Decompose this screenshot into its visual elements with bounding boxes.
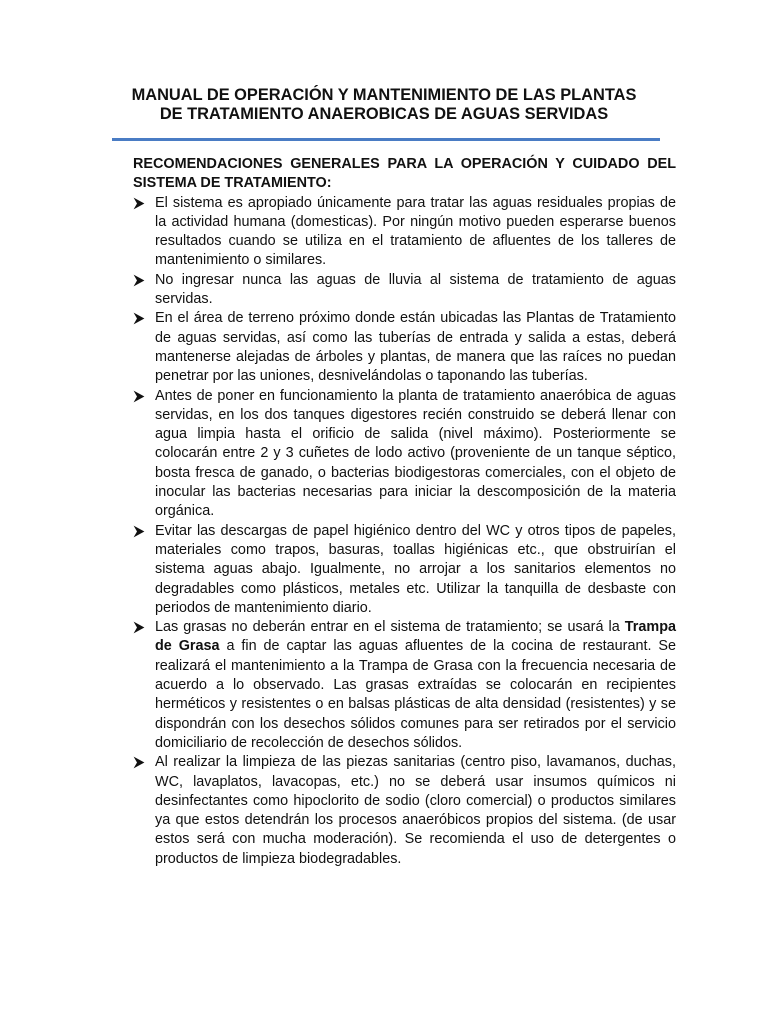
list-item-text-after: a fin de captar las aguas afluentes de la cocina de restaurant. Se realizará el mantenimiento a la Trampa de Grasa con la frecuencia necesaria de acuerdo a lo observado. Las grasas extraídas se colocarán en recipientes herméticos y resistentes o en balsas plásticas de alta densidad (resistentes) y se dispondrán con los desechos sólidos comunes para ser retirados por el servicio domiciliario de recolección de desechos sólidos. — [155, 638, 676, 751]
arrowhead-bullet-icon — [133, 621, 145, 634]
list-item-text: Al realizar la limpieza de las piezas sanitarias (centro piso, lavamanos, duchas, WC, lavaplatos, lavacopas, etc.) no se deberá usar insumos químicos ni desinfectantes como hipoclorito de sodio (cloro comercial) o productos similares ya que estos detendrán los procesos anaeróbicos propios del sistema. (de usar estos será con mucha moderación). Se recomienda el uso de detergentes o productos de limpieza biodegradables. — [155, 754, 676, 867]
recommendations-list — [133, 194, 676, 869]
title-line-2: DE TRATAMIENTO ANAEROBICAS DE AGUAS SERVIDAS — [159, 105, 609, 123]
list-item-text: En el área de terreno próximo donde están ubicadas las Plantas de Tratamiento de aguas servidas, así como las tuberías de entrada y salida a estas, deberá mantenerse alejadas de árboles y plantas, de manera que las raíces no puedan penetrar por las uniones, desnivelándolas o taponando las tuberías. — [155, 310, 676, 385]
arrowhead-bullet-icon — [133, 197, 145, 210]
arrowhead-bullet-icon — [133, 274, 145, 287]
list-item — [133, 271, 676, 310]
trampa-de-grasa-bold: Trampa de Grasa — [155, 619, 676, 655]
arrowhead-bullet-icon — [133, 756, 145, 769]
list-item-text-before: Las grasas no deberán entrar en el sistema de tratamiento; se usará la — [155, 619, 625, 636]
list-item — [133, 618, 676, 753]
arrowhead-bullet-icon — [133, 312, 145, 325]
title-line-1: MANUAL DE OPERACIÓN Y MANTENIMIENTO DE LAS PLANTAS — [131, 86, 637, 104]
document-title — [80, 86, 688, 124]
list-item — [133, 522, 676, 618]
title-underline-rule — [112, 138, 660, 141]
list-item — [133, 194, 676, 271]
list-item-text: Antes de poner en funcionamiento la planta de tratamiento anaeróbica de aguas servidas, en los dos tanques digestores recién construido se deberá llenar con agua limpia hasta el orificio de salida (nivel máximo). Posteriormente se colocarán entre 2 y 3 cuñetes de lodo activo (proveniente de un tanque séptico, bosta fresca de ganado, o bacterias biodigestoras comerciales, con el objeto de inocular las bacterias necesarias para iniciar la descomposición de la materia orgánica. — [155, 387, 676, 520]
arrowhead-bullet-icon — [133, 390, 145, 403]
list-item — [133, 309, 676, 386]
list-item — [133, 387, 676, 522]
section-heading: RECOMENDACIONES GENERALES PARA LA OPERACIÓN Y CUIDADO DEL SISTEMA DE TRATAMIENTO: — [133, 156, 676, 192]
arrowhead-bullet-icon — [133, 525, 145, 538]
list-item-text: Evitar las descargas de papel higiénico dentro del WC y otros tipos de papeles, materiales como trapos, basuras, toallas higiénicas etc., que obstruirían el sistema aguas abajo. Igualmente, no arrojar a los sanitarios elementos no degradables como plásticos, metales etc. Utilizar la tanquilla de desbaste con periodos de mantenimiento diario. — [155, 522, 676, 616]
document-body — [133, 155, 676, 869]
list-item-text: El sistema es apropiado únicamente para tratar las aguas residuales propias de la actividad humana (domesticas). Por ningún motivo pueden esperarse buenos resultados cuando se utiliza en el tratamiento de afluentes de los talleres de mantenimiento o similares. — [155, 194, 676, 269]
list-item — [133, 753, 676, 869]
list-item-text: No ingresar nunca las aguas de lluvia al sistema de tratamiento de aguas servidas. — [155, 271, 676, 308]
